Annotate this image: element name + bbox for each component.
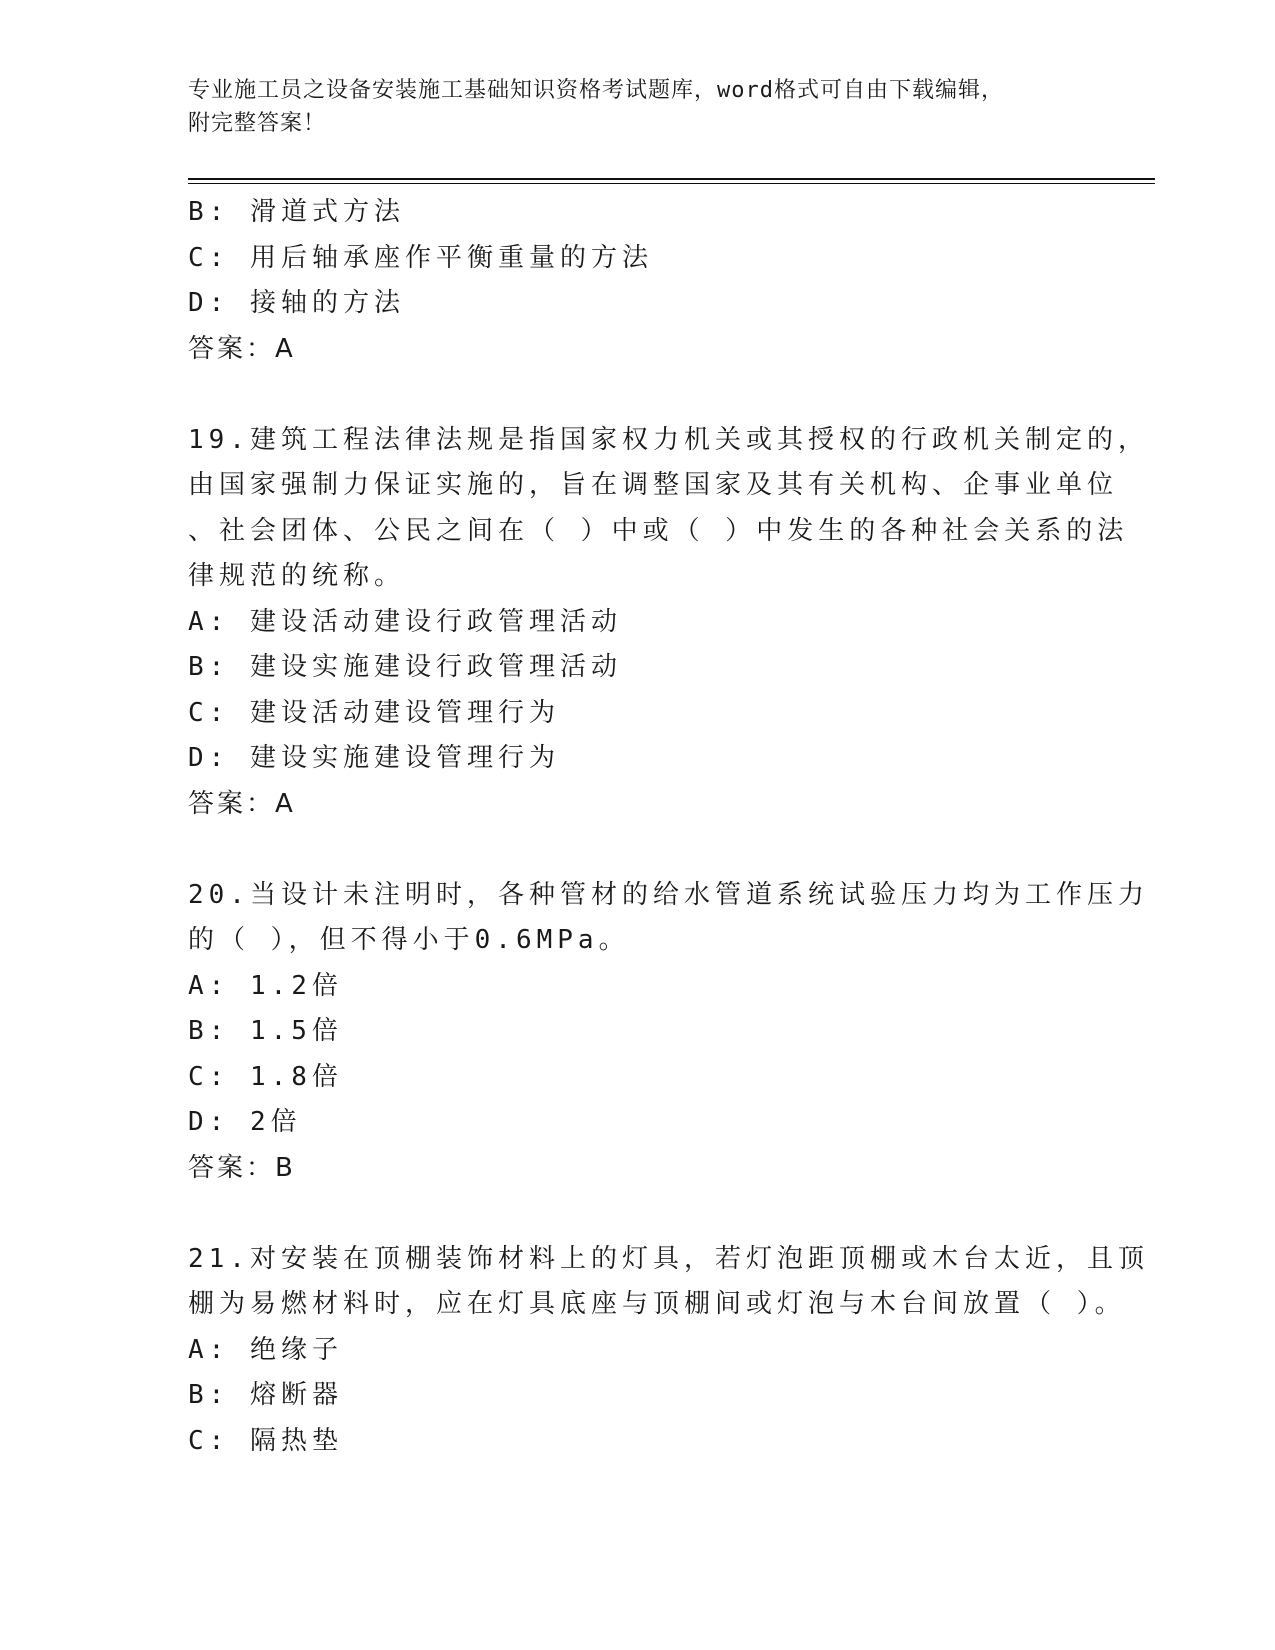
option-b: B: 建设实施建设行政管理活动 — [188, 652, 622, 682]
option-a: A: 绝缘子 — [188, 1334, 343, 1365]
option-c: C: 建设活动建设管理行为 — [188, 697, 560, 728]
option-d: D: 建设实施建设管理行为 — [188, 743, 560, 773]
spacer — [188, 1191, 1088, 1237]
question-text-line: 20.当设计未注明时，各种管材的给水管道系统试验压力均为工作压力 — [188, 879, 1149, 910]
option-c: C: 隔热垫 — [188, 1425, 343, 1456]
question-text-line: 由国家强制力保证实施的，旨在调整国家及其有关机构、企事业单位 — [188, 470, 1119, 500]
question-text-line: 19.建筑工程法律法规是指国家权力机关或其授权的行政机关制定的， — [188, 424, 1149, 455]
question-list — [188, 190, 1149, 1464]
option-b: B: 1.5倍 — [188, 1016, 343, 1046]
question-text-line: 21.对安装在顶棚装饰材料上的灯具，若灯泡距顶棚或木台太近，且顶 — [188, 1243, 1149, 1274]
header-divider-thick — [188, 178, 1155, 180]
option-c: C: 用后轴承座作平衡重量的方法 — [188, 242, 653, 273]
document-header — [188, 74, 1068, 140]
question-18 — [188, 190, 1088, 372]
spacer — [188, 827, 1088, 873]
answer-line: 答案：B — [188, 1152, 296, 1183]
option-d: D: 接轴的方法 — [188, 288, 405, 318]
option-a: A: 1.2倍 — [188, 970, 343, 1001]
question-text-line: 的（ ），但不得小于0.6MPa。 — [188, 925, 630, 955]
answer-line: 答案：A — [188, 788, 296, 819]
question-20 — [188, 873, 1149, 1192]
question-21 — [188, 1237, 1149, 1465]
option-b: B: 滑道式方法 — [188, 197, 405, 227]
question-text-line: 棚为易燃材料时，应在灯具底座与顶棚间或灯泡与木台间放置（ ）。 — [188, 1289, 1126, 1319]
question-19 — [188, 418, 1149, 828]
option-b: B: 熔断器 — [188, 1380, 343, 1410]
question-text-line: 律规范的统称。 — [188, 561, 406, 591]
spacer — [188, 372, 1088, 418]
option-c: C: 1.8倍 — [188, 1061, 343, 1092]
answer-line: 答案：A — [188, 333, 296, 364]
option-d: D: 2倍 — [188, 1107, 302, 1137]
option-a: A: 建设活动建设行政管理活动 — [188, 606, 622, 637]
question-text-line: 、社会团体、公民之间在（ ）中或（ ）中发生的各种社会关系的法 — [188, 515, 1129, 546]
header-line-2: 附完整答案！ — [188, 111, 327, 136]
header-divider-thin — [188, 183, 1155, 184]
header-line-1: 专业施工员之设备安装施工基础知识资格考试题库，word格式可自由下载编辑， — [188, 78, 1004, 103]
